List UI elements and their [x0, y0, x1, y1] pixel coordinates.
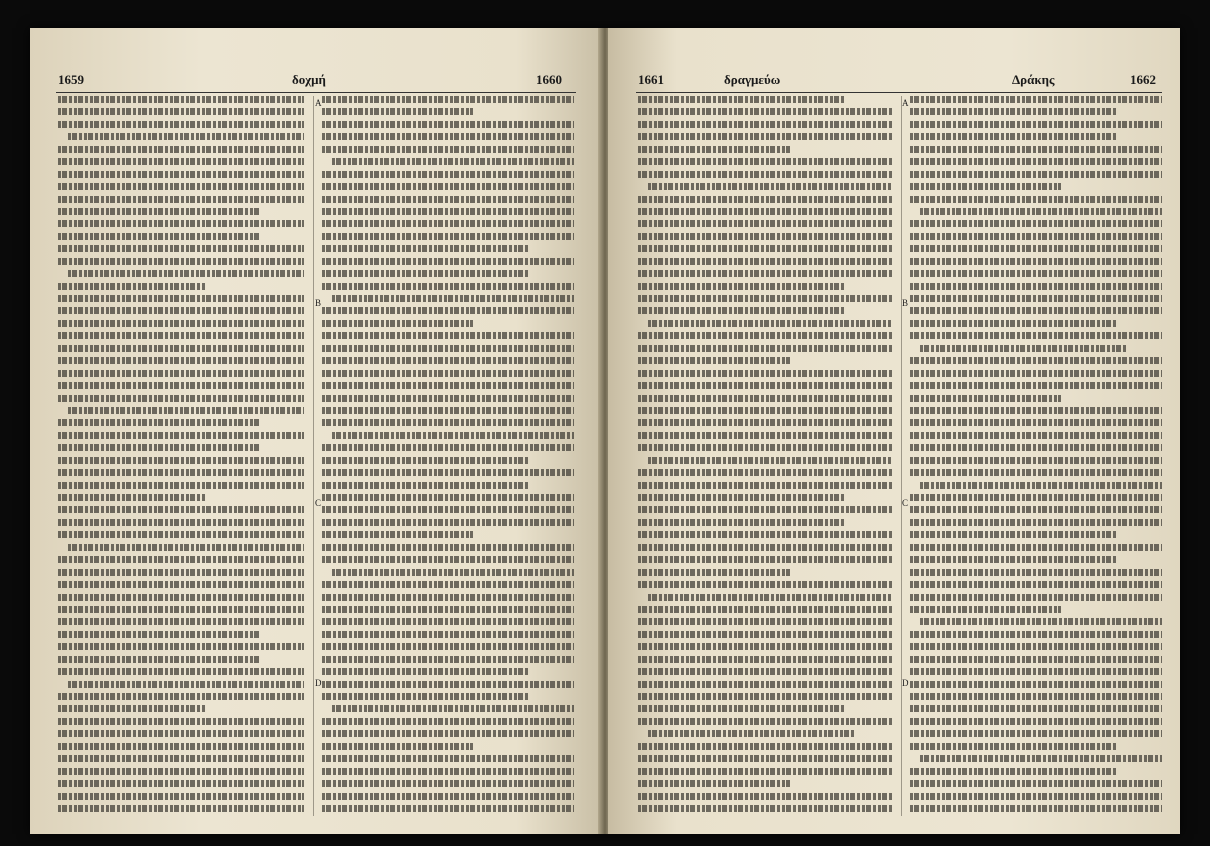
text-line [638, 270, 892, 277]
right-page-number-b: 1662 [1130, 72, 1156, 87]
text-line [58, 581, 304, 588]
text-line [910, 233, 1162, 240]
text-line [638, 208, 892, 215]
text-line [58, 594, 304, 601]
text-line [58, 332, 304, 339]
text-line [638, 258, 892, 265]
text-line [638, 755, 892, 762]
text-line [332, 295, 574, 302]
text-line [322, 196, 574, 203]
margin-mark: C [902, 498, 909, 508]
text-line [910, 805, 1162, 812]
text-line [58, 506, 304, 513]
text-line [910, 469, 1162, 476]
text-line [910, 245, 1162, 252]
text-line [58, 643, 304, 650]
text-line [910, 556, 1117, 563]
text-line [638, 133, 892, 140]
text-line [58, 668, 304, 675]
text-line [58, 768, 304, 775]
text-line [322, 755, 574, 762]
column-divider [901, 96, 902, 816]
text-line [322, 730, 574, 737]
header-rule [636, 92, 1162, 93]
margin-mark: A [315, 98, 322, 108]
text-line [648, 183, 892, 190]
text-line [638, 307, 846, 314]
text-line [638, 245, 892, 252]
text-line [638, 220, 892, 227]
text-line [638, 569, 790, 576]
text-line [638, 432, 892, 439]
text-column [58, 96, 304, 816]
text-line [322, 407, 574, 414]
text-line [332, 432, 574, 439]
text-line [910, 332, 1162, 339]
text-line [322, 494, 574, 501]
text-line [58, 395, 304, 402]
text-line [322, 743, 473, 750]
text-line [68, 270, 304, 277]
text-line [58, 482, 304, 489]
text-line [638, 643, 892, 650]
text-line [638, 171, 892, 178]
text-column [322, 96, 574, 816]
text-line [638, 743, 892, 750]
text-line [910, 320, 1117, 327]
left-page-headword: δοχμή [292, 72, 326, 87]
text-line [58, 258, 304, 265]
text-line [910, 581, 1162, 588]
text-line [638, 519, 846, 526]
text-line [638, 295, 892, 302]
text-line [58, 320, 304, 327]
text-line [322, 96, 574, 103]
margin-mark: D [902, 678, 909, 688]
text-line [638, 382, 892, 389]
text-line [638, 469, 892, 476]
text-line [322, 245, 529, 252]
text-line [910, 606, 1061, 613]
text-line [638, 357, 790, 364]
text-line [322, 768, 574, 775]
text-line [68, 681, 304, 688]
text-line [58, 618, 304, 625]
text-line [910, 743, 1117, 750]
text-line [322, 656, 574, 663]
text-line [68, 544, 304, 551]
text-line [648, 320, 892, 327]
text-line [638, 793, 892, 800]
text-line [58, 146, 304, 153]
margin-mark: A [902, 98, 909, 108]
text-line [58, 370, 304, 377]
margin-mark: C [315, 498, 322, 508]
margin-mark: B [315, 298, 322, 308]
text-line [58, 705, 206, 712]
right-page-headword: δραγμεύω [724, 72, 781, 87]
text-line [638, 768, 892, 775]
text-line [322, 482, 529, 489]
text-line [638, 718, 892, 725]
text-line [322, 643, 574, 650]
text-line [910, 718, 1162, 725]
text-line [910, 594, 1162, 601]
text-line [638, 656, 892, 663]
text-line [638, 482, 892, 489]
text-line [322, 606, 574, 613]
text-line [58, 121, 304, 128]
text-line [910, 283, 1162, 290]
text-line [58, 432, 304, 439]
text-line [58, 245, 304, 252]
left-page-number-b: 1660 [536, 72, 562, 87]
text-line [58, 793, 304, 800]
text-line [910, 631, 1162, 638]
text-line [638, 581, 892, 588]
text-line [920, 345, 1127, 352]
text-line [910, 407, 1162, 414]
text-line [322, 681, 574, 688]
text-line [322, 345, 574, 352]
margin-mark: D [315, 678, 322, 688]
text-line [322, 693, 529, 700]
text-line [638, 370, 892, 377]
text-line [58, 519, 304, 526]
text-line [910, 395, 1061, 402]
text-line [638, 531, 892, 538]
text-line [58, 196, 304, 203]
text-line [322, 370, 574, 377]
text-line [322, 556, 574, 563]
text-line [58, 419, 260, 426]
text-line [910, 519, 1162, 526]
text-line [920, 755, 1162, 762]
text-line [322, 307, 574, 314]
text-line [910, 382, 1162, 389]
text-line [910, 531, 1117, 538]
text-line [322, 594, 574, 601]
text-line [58, 295, 304, 302]
text-line [58, 631, 260, 638]
text-line [910, 668, 1162, 675]
text-line [910, 569, 1162, 576]
text-line [910, 432, 1162, 439]
text-line [638, 419, 892, 426]
text-line [58, 357, 304, 364]
text-line [638, 395, 892, 402]
right-page-number-a: 1661 [638, 72, 664, 87]
text-line [638, 407, 892, 414]
text-line [910, 705, 1162, 712]
text-line [322, 469, 574, 476]
text-line [638, 668, 892, 675]
text-line [638, 805, 892, 812]
header-rule [56, 92, 576, 93]
text-line [58, 805, 304, 812]
text-line [58, 755, 304, 762]
text-line [58, 208, 260, 215]
text-line [58, 382, 304, 389]
text-line [910, 108, 1117, 115]
text-line [322, 519, 574, 526]
text-line [910, 494, 1162, 501]
text-line [322, 146, 574, 153]
text-line [638, 196, 892, 203]
text-line [58, 469, 304, 476]
text-line [910, 444, 1162, 451]
text-line [332, 569, 574, 576]
text-line [910, 357, 1162, 364]
text-line [58, 183, 304, 190]
book-spread [30, 28, 1180, 834]
text-line [58, 307, 304, 314]
text-line [58, 531, 304, 538]
text-line [322, 444, 574, 451]
text-line [910, 457, 1162, 464]
text-line [920, 618, 1162, 625]
text-line [58, 457, 304, 464]
text-line [910, 220, 1162, 227]
text-line [638, 345, 892, 352]
text-line [910, 171, 1162, 178]
right-page [608, 28, 1180, 834]
text-line [322, 357, 574, 364]
left-page [30, 28, 602, 834]
text-line [322, 581, 574, 588]
text-line [322, 220, 574, 227]
text-line [58, 556, 304, 563]
text-line [322, 133, 574, 140]
text-line [322, 183, 574, 190]
text-line [322, 457, 529, 464]
text-line [322, 668, 529, 675]
text-line [322, 618, 574, 625]
text-line [322, 121, 574, 128]
text-line [910, 121, 1162, 128]
text-line [638, 444, 892, 451]
text-line [58, 171, 304, 178]
text-line [638, 96, 846, 103]
text-line [638, 780, 790, 787]
text-line [322, 233, 574, 240]
text-line [910, 681, 1162, 688]
text-line [58, 158, 304, 165]
text-line [322, 531, 473, 538]
text-line [910, 158, 1162, 165]
text-line [322, 793, 574, 800]
text-line [322, 108, 473, 115]
text-line [910, 643, 1162, 650]
text-line [58, 693, 304, 700]
text-line [58, 656, 260, 663]
text-line [322, 419, 574, 426]
text-line [648, 457, 892, 464]
text-line [638, 631, 892, 638]
text-line [910, 656, 1162, 663]
text-line [638, 108, 892, 115]
text-line [322, 544, 574, 551]
text-line [910, 768, 1117, 775]
text-line [638, 506, 892, 513]
text-line [910, 730, 1162, 737]
text-line [910, 295, 1162, 302]
text-line [58, 606, 304, 613]
text-line [322, 631, 574, 638]
text-line [910, 506, 1162, 513]
text-line [638, 705, 846, 712]
text-line [638, 121, 892, 128]
column-divider [313, 96, 314, 816]
text-line [58, 233, 260, 240]
text-column [910, 96, 1162, 816]
text-line [322, 382, 574, 389]
text-line [322, 780, 574, 787]
text-line [322, 270, 529, 277]
left-page-number-a: 1659 [58, 72, 84, 87]
text-column [638, 96, 892, 816]
text-line [58, 220, 304, 227]
text-line [332, 158, 574, 165]
text-line [638, 618, 892, 625]
text-line [58, 283, 206, 290]
text-line [68, 133, 304, 140]
text-line [58, 780, 304, 787]
text-line [58, 444, 260, 451]
text-line [638, 556, 892, 563]
text-line [322, 332, 574, 339]
text-line [322, 283, 574, 290]
text-line [920, 208, 1162, 215]
text-line [58, 108, 304, 115]
text-line [910, 419, 1162, 426]
text-line [638, 606, 892, 613]
margin-mark: B [902, 298, 909, 308]
text-line [638, 494, 846, 501]
text-line [648, 730, 856, 737]
text-line [638, 681, 892, 688]
text-line [910, 270, 1162, 277]
text-line [910, 96, 1162, 103]
text-line [68, 407, 304, 414]
text-line [322, 208, 574, 215]
text-line [58, 494, 206, 501]
text-line [910, 258, 1162, 265]
text-line [332, 705, 574, 712]
text-line [648, 594, 892, 601]
text-line [638, 158, 892, 165]
text-line [638, 332, 892, 339]
right-page-headword-right: Δράκης [1012, 72, 1055, 87]
text-line [58, 730, 304, 737]
text-line [58, 96, 304, 103]
text-line [910, 133, 1117, 140]
text-line [910, 146, 1162, 153]
text-line [910, 693, 1162, 700]
text-line [322, 320, 473, 327]
text-line [322, 805, 574, 812]
text-line [58, 743, 304, 750]
text-line [638, 146, 790, 153]
text-line [638, 233, 892, 240]
text-line [638, 283, 846, 290]
text-line [910, 183, 1061, 190]
text-line [910, 793, 1162, 800]
text-line [58, 345, 304, 352]
text-line [910, 307, 1162, 314]
text-line [322, 258, 574, 265]
text-line [322, 718, 574, 725]
text-line [638, 693, 892, 700]
text-line [920, 482, 1162, 489]
text-line [910, 544, 1162, 551]
text-line [58, 718, 304, 725]
text-line [910, 370, 1162, 377]
text-line [322, 395, 574, 402]
text-line [910, 780, 1162, 787]
text-line [322, 506, 574, 513]
text-line [910, 196, 1162, 203]
text-line [638, 544, 892, 551]
text-line [58, 569, 304, 576]
text-line [322, 171, 574, 178]
